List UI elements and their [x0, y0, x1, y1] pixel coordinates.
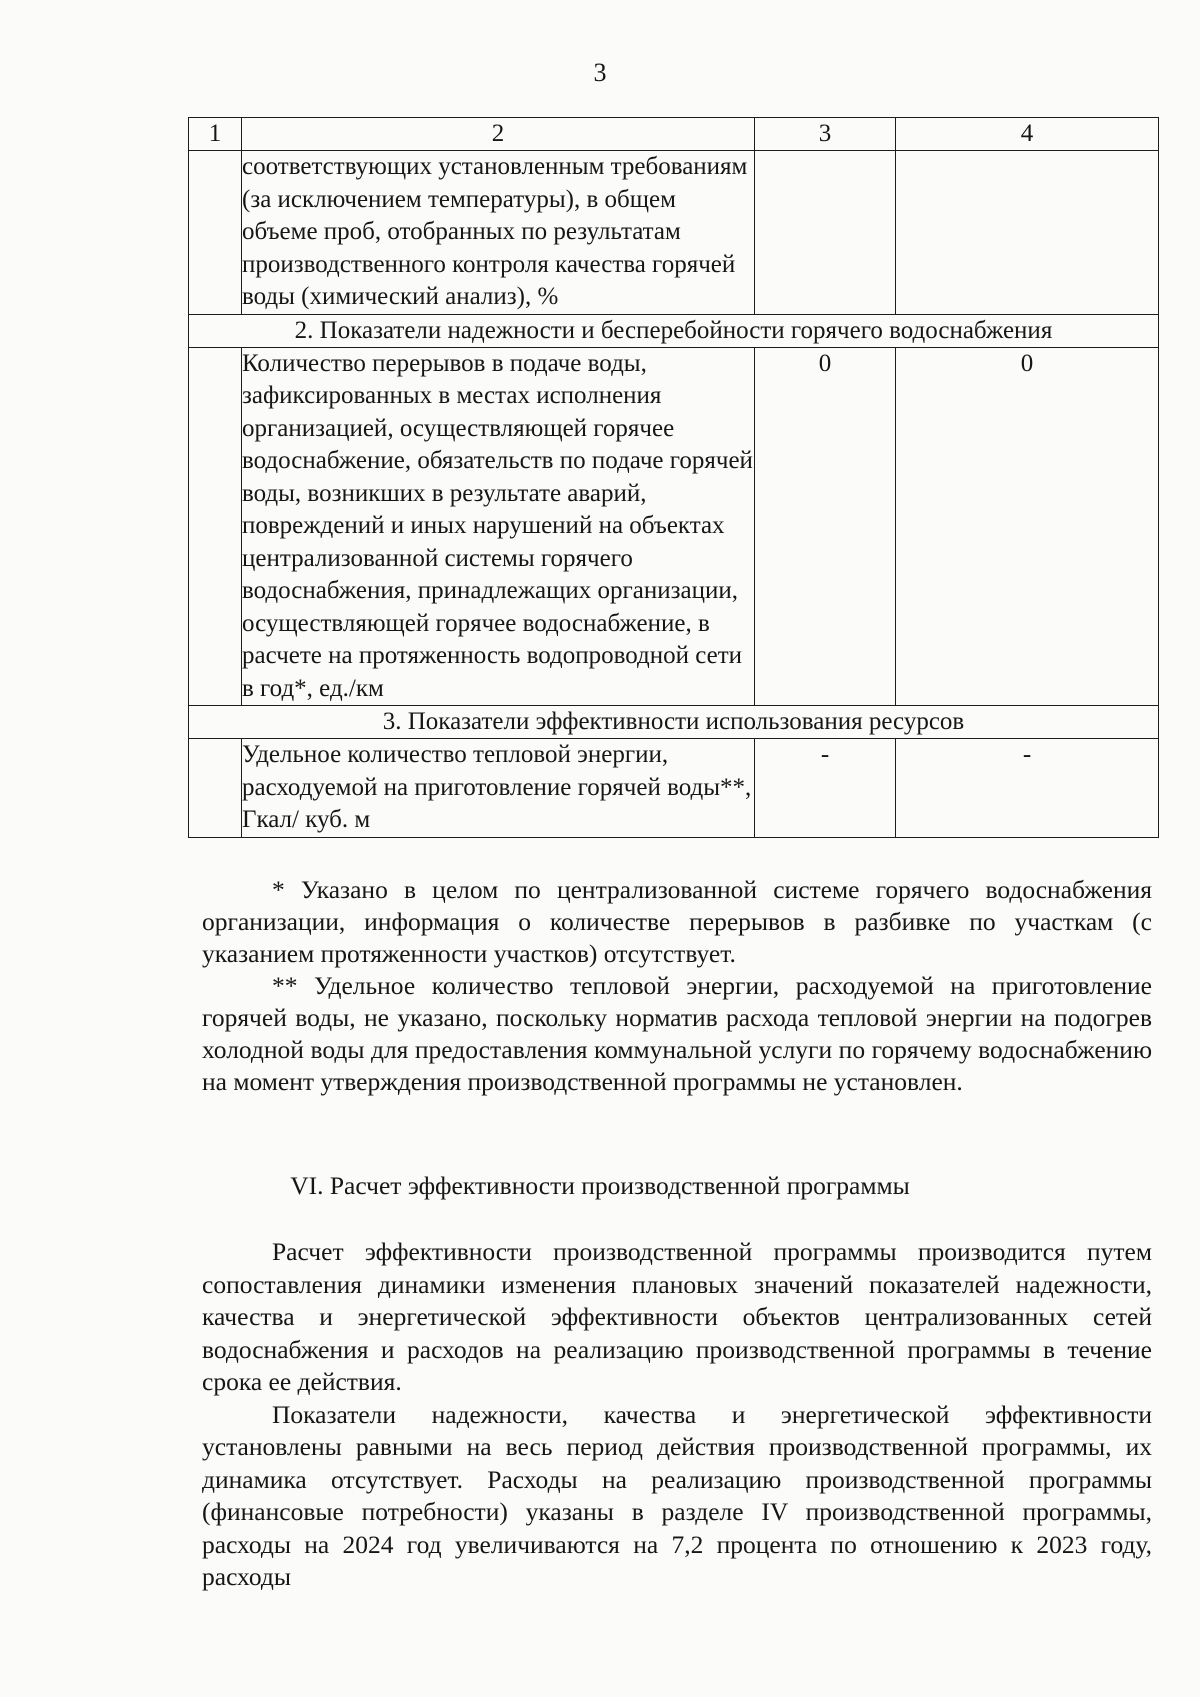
section-title-cell: 3. Показатели эффективности использования ресурсов: [189, 706, 1159, 739]
table-header-cell: 1: [189, 118, 242, 151]
page-number: 3: [593, 58, 607, 87]
paragraph: Показатели надежности, качества и энергетической эффективности установлены равными на весь период действия производственной программы, их динамика отсутствует. Расходы на реализацию производственной программы (финансовые потребности) указаны в разделе IV производственной программы, расходы на 2024 год увеличиваются на 7,2 процента по отношению к 2023 году, расходы: [202, 1399, 1152, 1591]
indicator-name-cell: Удельное количество тепловой энергии, расходуемой на приготовление горячей воды**, Гкал/ куб. м: [242, 739, 755, 838]
table-header-row: [189, 118, 1159, 151]
table-header-cell: 4: [896, 118, 1159, 151]
row-number-cell: [189, 347, 242, 706]
footnotes: [202, 874, 1152, 1098]
section-heading: VI. Расчет эффективности производственной программы: [290, 1171, 910, 1200]
row-number-cell: [189, 151, 242, 315]
table-header-cell: 2: [242, 118, 755, 151]
table-row: [189, 739, 1159, 838]
value-cell-col3: -: [755, 739, 896, 838]
section-title-cell: 2. Показатели надежности и бесперебойности горячего водоснабжения: [189, 314, 1159, 347]
value-cell-col3: 0: [755, 347, 896, 706]
indicator-name-cell: соответствующих установленным требованиям (за исключением температуры), в общем объеме проб, отобранных по результатам производственного контроля качества горячей воды (химический анализ), %: [242, 151, 755, 315]
paragraph: Расчет эффективности производственной программы производится путем сопоставления динамики изменения плановых значений показателей надежности, качества и энергетической эффективности объектов централизованных сетей водоснабжения и расходов на реализацию производственной программы в течение срока ее действия.: [202, 1237, 1152, 1396]
row-number-cell: [189, 739, 242, 838]
table-row: [189, 151, 1159, 315]
table-section-row: [189, 314, 1159, 347]
body-text: [202, 1236, 1152, 1594]
value-cell-col3: [755, 151, 896, 315]
value-cell-col4: [896, 151, 1159, 315]
footnote-2: ** Удельное количество тепловой энергии, расходуемой на приготовление горячей воды, не указано, поскольку норматив расхода тепловой энергии на подогрев холодной воды для предоставления коммунальной услуги по горячему водоснабжению на момент утверждения производственной программы не установлен.: [202, 971, 1152, 1096]
table-section-row: [189, 706, 1159, 739]
table-row: [189, 347, 1159, 706]
indicators-table: [188, 117, 1159, 838]
table-header-cell: 3: [755, 118, 896, 151]
indicator-name-cell: Количество перерывов в подаче воды, зафиксированных в местах исполнения организацией, осуществляющей горячее водоснабжение, обязательств по подаче горячей воды, возникших в результате аварий, повреждений и иных нарушений на объектах централизованной системы горячего водоснабжения, принадлежащих организации, осуществляющей горячее водоснабжение, в расчете на протяженность водопроводной сети в год*, ед./км: [242, 347, 755, 706]
footnote-1: * Указано в целом по централизованной системе горячего водоснабжения организации, информация о количестве перерывов в разбивке по участкам (с указанием протяженности участков) отсутствует.: [202, 875, 1152, 968]
value-cell-col4: -: [896, 739, 1159, 838]
value-cell-col4: 0: [896, 347, 1159, 706]
